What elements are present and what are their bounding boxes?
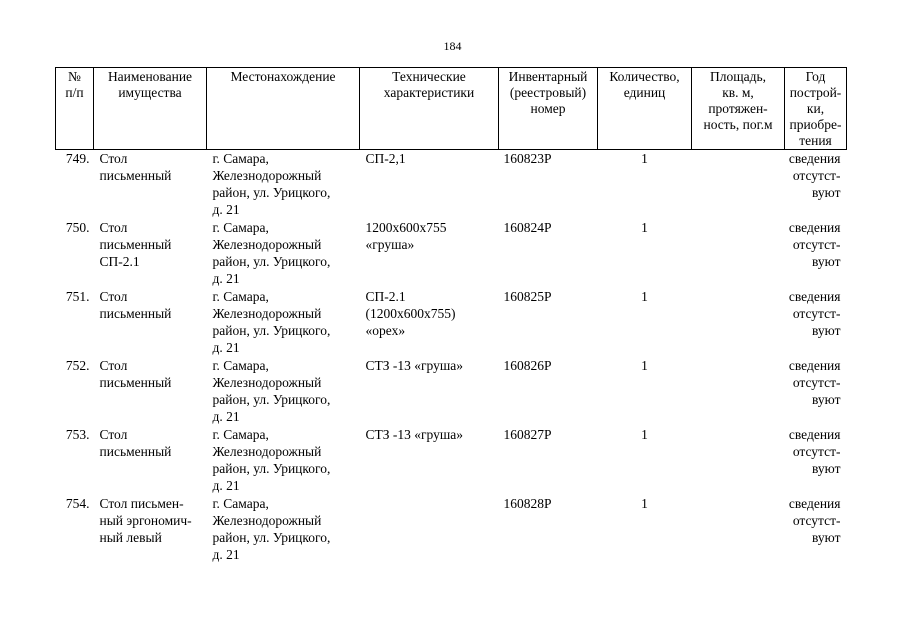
cell-inventory: 160824Р (503, 220, 552, 235)
cell-tech (360, 495, 499, 564)
cell-year: сведения отсутст- вуют (788, 289, 841, 338)
cell-inventory: 160827Р (503, 427, 552, 442)
cell-year: сведения отсутст- вуют (788, 358, 841, 407)
cell-location: г. Самара, Железнодорожный район, ул. Урицкого, д. 21 (212, 151, 331, 217)
cell-quantity: 1 (641, 151, 648, 166)
cell-num: 753. (65, 427, 90, 442)
cell-name: Стол письменный СП-2.1 (99, 220, 172, 269)
cell-tech: СТЗ -13 «груша» (365, 427, 464, 442)
cell-location: г. Самара, Железнодорожный район, ул. Урицкого, д. 21 (212, 358, 331, 424)
cell-quantity: 1 (641, 220, 648, 235)
cell-num: 754. (65, 496, 90, 511)
cell-num: 752. (65, 358, 90, 373)
table-row (56, 219, 847, 288)
header-year: Год построй- ки, приобре- тения (785, 68, 847, 150)
cell-name: Стол письменный (99, 151, 172, 183)
cell-tech: СП-2.1 (1200х600х755) «орех» (365, 289, 456, 338)
cell-quantity: 1 (641, 496, 648, 511)
cell-location: г. Самара, Железнодорожный район, ул. Урицкого, д. 21 (212, 427, 331, 493)
table-row (56, 357, 847, 426)
cell-location: г. Самара, Железнодорожный район, ул. Урицкого, д. 21 (212, 220, 331, 286)
header-quantity: Количество, единиц (598, 68, 692, 150)
cell-quantity: 1 (641, 358, 648, 373)
page-number: 184 (443, 39, 462, 53)
cell-tech: 1200х600х755 «груша» (365, 220, 447, 252)
cell-quantity: 1 (641, 289, 648, 304)
cell-area (692, 357, 785, 426)
table-row (56, 150, 847, 220)
table-row (56, 288, 847, 357)
cell-area (692, 288, 785, 357)
header-inventory: Инвентарный (реестровый) номер (499, 68, 598, 150)
table-header-row (56, 68, 847, 150)
cell-year: сведения отсутст- вуют (788, 427, 841, 476)
header-name: Наименование имущества (94, 68, 207, 150)
table-row (56, 426, 847, 495)
cell-year: сведения отсутст- вуют (788, 496, 841, 545)
cell-year: сведения отсутст- вуют (788, 220, 841, 269)
cell-tech: СТЗ -13 «груша» (365, 358, 464, 373)
cell-tech: СП-2,1 (365, 151, 406, 166)
cell-inventory: 160828Р (503, 496, 552, 511)
cell-inventory: 160826Р (503, 358, 552, 373)
cell-area (692, 426, 785, 495)
cell-name: Стол письменный (99, 427, 172, 459)
cell-area (692, 219, 785, 288)
cell-location: г. Самара, Железнодорожный район, ул. Урицкого, д. 21 (212, 289, 331, 355)
property-table (55, 67, 847, 564)
cell-location: г. Самара, Железнодорожный район, ул. Урицкого, д. 21 (212, 496, 331, 562)
cell-num: 751. (65, 289, 90, 304)
cell-num: 749. (65, 151, 90, 166)
cell-name: Стол письмен- ный эргономич- ный левый (99, 496, 192, 545)
header-location: Местонахождение (207, 68, 360, 150)
table-row (56, 495, 847, 564)
cell-area (692, 150, 785, 220)
cell-name: Стол письменный (99, 358, 172, 390)
header-num: № п/п (56, 68, 94, 150)
cell-year: сведения отсутст- вуют (788, 151, 841, 200)
cell-inventory: 160825Р (503, 289, 552, 304)
header-tech: Технические характеристики (360, 68, 499, 150)
cell-name: Стол письменный (99, 289, 172, 321)
cell-area (692, 495, 785, 564)
cell-inventory: 160823Р (503, 151, 552, 166)
cell-num: 750. (65, 220, 90, 235)
cell-quantity: 1 (641, 427, 648, 442)
header-area: Площадь, кв. м, протяжен- ность, пог.м (692, 68, 785, 150)
